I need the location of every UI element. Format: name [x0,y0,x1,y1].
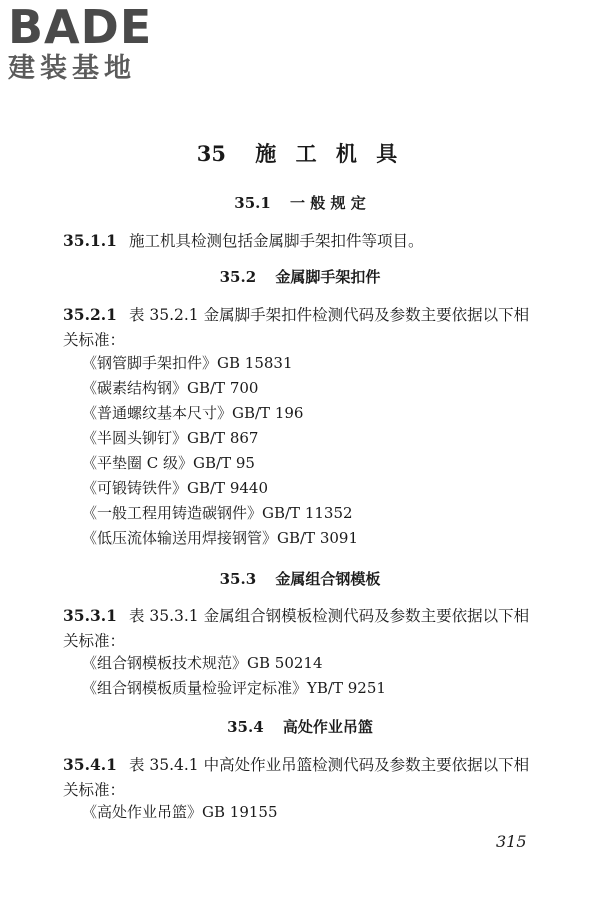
clause-35-2-1 [63,302,543,353]
clause-number: 35.4.1 [63,755,117,774]
section-title-35-2 [0,266,600,287]
section-number: 35.3 [219,570,257,588]
section-title-text: 高处作业吊篮 [282,718,373,736]
section-title-35-1 [0,192,600,213]
clause-35-3-1 [63,603,543,654]
clause-text: 表 35.4.1 中高处作业吊篮检测代码及参数主要依据以下相关标准： [63,756,530,799]
clause-text: 表 35.2.1 金属脚手架扣件检测代码及参数主要依据以下相关标准： [63,306,530,349]
clause-35-1-1 [63,228,543,254]
clause-number: 35.2.1 [63,305,117,324]
clause-text: 施工机具检测包括金属脚手架扣件等项目。 [128,232,424,250]
standard-ref: 《高处作业吊篮》GB 19155 [82,803,278,821]
standard-ref: 《组合钢模板技术规范》GB 50214 [82,654,323,672]
section-title-text: 一 般 规 定 [290,194,366,212]
standard-ref: 《低压流体输送用焊接钢管》GB/T 3091 [82,529,359,547]
standard-ref: 《组合钢模板质量检验评定标准》YB/T 9251 [82,679,386,697]
standard-ref: 《半圆头铆钉》GB/T 867 [82,429,259,447]
section-title-35-4 [0,716,600,737]
standard-ref: 《平垫圈 C 级》GB/T 95 [82,454,255,472]
clause-35-4-1 [63,752,543,803]
clause-text: 表 35.3.1 金属组合钢模板检测代码及参数主要依据以下相关标准： [63,607,530,650]
section-number: 35.4 [227,718,264,736]
section-title-text: 金属脚手架扣件 [275,268,381,286]
section-title-35-3 [0,568,600,589]
section-title-text: 金属组合钢模板 [275,570,381,588]
section-number: 35.1 [234,194,271,212]
standard-ref: 《碳素结构钢》GB/T 700 [82,379,259,397]
standard-ref: 《可锻铸铁件》GB/T 9440 [82,479,269,497]
logo-subtitle: 建装基地 [8,53,136,84]
clause-number: 35.3.1 [63,606,117,625]
chapter-number: 35 [196,141,226,166]
chapter-title-text: 施 工 机 具 [255,141,404,166]
page-number: 315 [496,832,527,851]
chapter-title [0,138,600,168]
clause-number: 35.1.1 [63,231,117,250]
section-number: 35.2 [219,268,257,286]
standard-ref: 《一般工程用铸造碳钢件》GB/T 11352 [82,504,353,522]
logo-wordmark: BADE [8,0,153,54]
brand-logo [8,2,178,92]
standard-ref: 《钢管脚手架扣件》GB 15831 [82,354,293,372]
standard-ref: 《普通螺纹基本尺寸》GB/T 196 [82,404,304,422]
